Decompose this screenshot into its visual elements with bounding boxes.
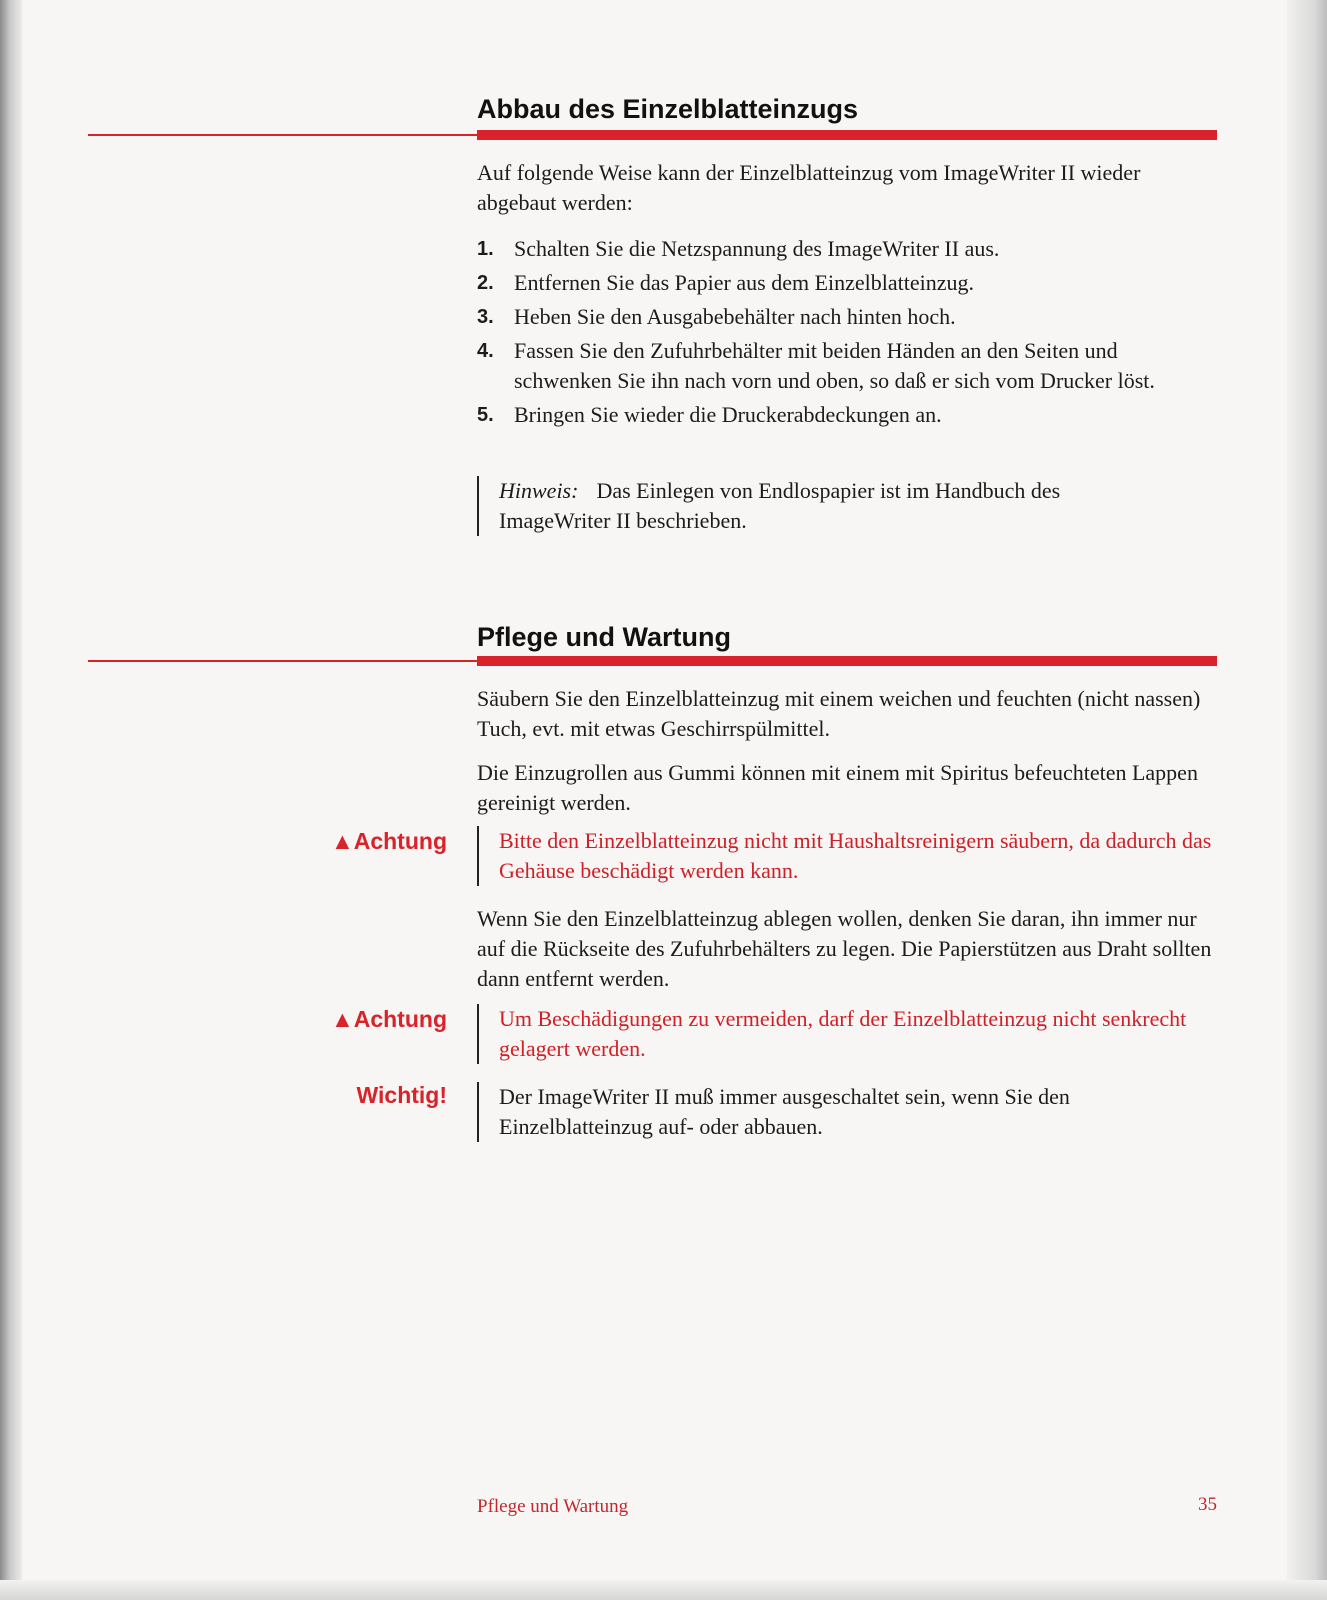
step-number: 4. — [477, 340, 494, 362]
list-item — [477, 400, 1217, 430]
list-item — [477, 234, 1217, 264]
heading-rule-thin — [88, 660, 488, 662]
step-text: Fassen Sie den Zufuhrbehälter mit beiden Händen an den Seiten und schwenken Sie ihn nach vorn und oben, so daß er sich vom Drucker löst. — [514, 338, 1155, 393]
step-number: 5. — [477, 404, 494, 426]
paragraph-rollers: Die Einzugrollen aus Gummi können mit einem mit Spiritus befeuchteten Lappen gereinigt werden. — [477, 760, 1198, 815]
heading-rule-thin — [88, 134, 488, 136]
page-bottom-shadow — [0, 1580, 1327, 1600]
book-spine-shadow — [0, 0, 22, 1600]
step-number: 3. — [477, 306, 494, 328]
hinweis-label: Hinweis: — [499, 478, 579, 503]
caution-label: ▲Achtung — [330, 828, 447, 854]
list-item — [477, 302, 1217, 332]
intro-paragraph: Auf folgende Weise kann der Einzelblatteinzug vom ImageWriter II wieder abgebaut werden: — [477, 160, 1141, 215]
caution-label: ▲Achtung — [330, 1006, 447, 1032]
important-label: Wichtig! — [356, 1082, 447, 1108]
step-text: Schalten Sie die Netzspannung des ImageWriter II aus. — [514, 236, 1000, 261]
paragraph-storage: Wenn Sie den Einzelblatteinzug ablegen wollen, denken Sie daran, ihn immer nur auf die Rückseite des Zufuhrbehälters zu legen. Die Papierstützen aus Draht sollten dann entfernt werden. — [477, 906, 1212, 991]
heading-rule-thick — [477, 130, 1217, 140]
footer-section-title: Pflege und Wartung — [477, 1496, 629, 1517]
step-text: Entfernen Sie das Papier aus dem Einzelblatteinzug. — [514, 270, 975, 295]
step-text: Heben Sie den Ausgabebehälter nach hinten hoch. — [514, 304, 956, 329]
important-note: Der ImageWriter II muß immer ausgeschaltet sein, wenn Sie den Einzelblatteinzug auf- oder abbauen. — [477, 1082, 1159, 1142]
hinweis-text: Das Einlegen von Endlospapier ist im Handbuch des ImageWriter II beschrieben. — [499, 478, 1061, 533]
caution-note: Um Beschädigungen zu vermeiden, darf der Einzelblatteinzug nicht senkrecht gelagert werden. — [477, 1004, 1239, 1064]
caution-note: Bitte den Einzelblatteinzug nicht mit Haushaltsreinigern säubern, da dadurch das Gehäuse beschädigt werden kann. — [477, 826, 1239, 886]
list-item — [477, 336, 1214, 396]
paragraph-cleaning: Säubern Sie den Einzelblatteinzug mit einem weichen und feuchten (nicht nassen) Tuch, evt. mit etwas Geschirrspülmittel. — [477, 686, 1201, 741]
step-text: Bringen Sie wieder die Druckerabdeckungen an. — [514, 402, 942, 427]
step-number: 2. — [477, 272, 494, 294]
steps-list — [477, 234, 1217, 434]
heading-rule-thick — [477, 656, 1217, 666]
page-edge-shadow — [1287, 0, 1327, 1600]
step-number: 1. — [477, 238, 494, 260]
list-item — [477, 268, 1217, 298]
hinweis-note — [477, 476, 1139, 536]
heading-abbau: Abbau des Einzelblatteinzugs — [477, 94, 859, 124]
heading-pflege: Pflege und Wartung — [477, 622, 731, 652]
page-number: 35 — [1198, 1494, 1217, 1515]
